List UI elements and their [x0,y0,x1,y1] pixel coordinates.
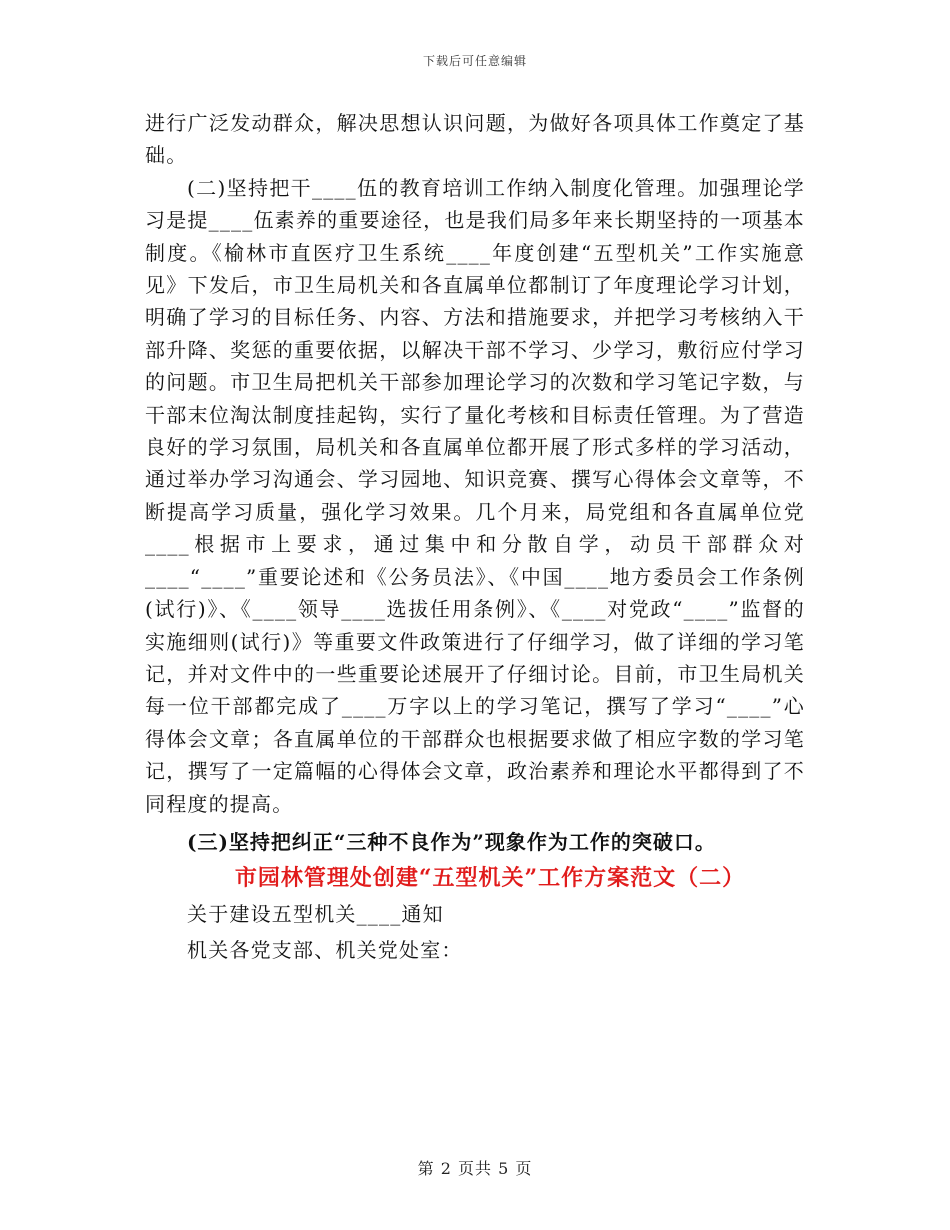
paragraph-section-2: (二)坚持把干____伍的教育培训工作纳入制度化管理。加强理论学习是提____伍素养的重要途径，也是我们局多年来长期坚持的一项基本制度。《榆林市直医疗卫生系统____年度创建“五型机关”工作实施意见》下发后，市卫生局机关和各直属单位都制订了年度理论学习计划，明确了学习的目标任务、内容、方法和措施要求，并把学习考核纳入干部升降、奖惩的重要依据，以解决干部不学习、少学习，敷衍应付学习的问题。市卫生局把机关干部参加理论学习的次数和学习笔记字数，与干部末位淘汰制度挂起钩，实行了量化考核和目标责任管理。为了营造良好的学习氛围，局机关和各直属单位都开展了形式多样的学习活动，通过举办学习沟通会、学习园地、知识竞赛、撰写心得体会文章等，不断提高学习质量，强化学习效果。几个月来，局党组和各直属单位党____根据市上要求，通过集中和分散自学，动员干部群众对____“____”重要论述和《公务员法》、《中国____地方委员会工作条例(试行)》、《____领导____选拔任用条例》、《____对党政“____”监督的实施细则(试行)》等重要文件政策进行了仔细学习，做了详细的学习笔记，并对文件中的一些重要论述展开了仔细讨论。目前，市卫生局机关每一位干部都完成了____万字以上的学习笔记，撰写了学习“____”心得体会文章；各直属单位的干部群众也根据要求做了相应字数的学习笔记，撰写了一定篇幅的心得体会文章，政治素养和理论水平都得到了不同程度的提高。 [145,175,805,816]
document-title: 市园林管理处创建“五型机关”工作方案范文（二） [234,864,746,891]
notice-title: 关于建设五型机关____通知 [187,901,444,926]
document-body [145,107,805,968]
section-3-heading: (三)坚持把纠正“三种不良作为”现象作为工作的突破口。 [187,829,716,854]
page-number: 第 2 页共 5 页 [417,1159,533,1178]
page-header-note: 下载后可任意编辑 [422,54,527,68]
paragraph-continuation: 进行广泛发动群众，解决思想认识问题，为做好各项具体工作奠定了基础。 [145,111,805,168]
notice-addressee: 机关各党支部、机关党处室： [187,937,463,962]
